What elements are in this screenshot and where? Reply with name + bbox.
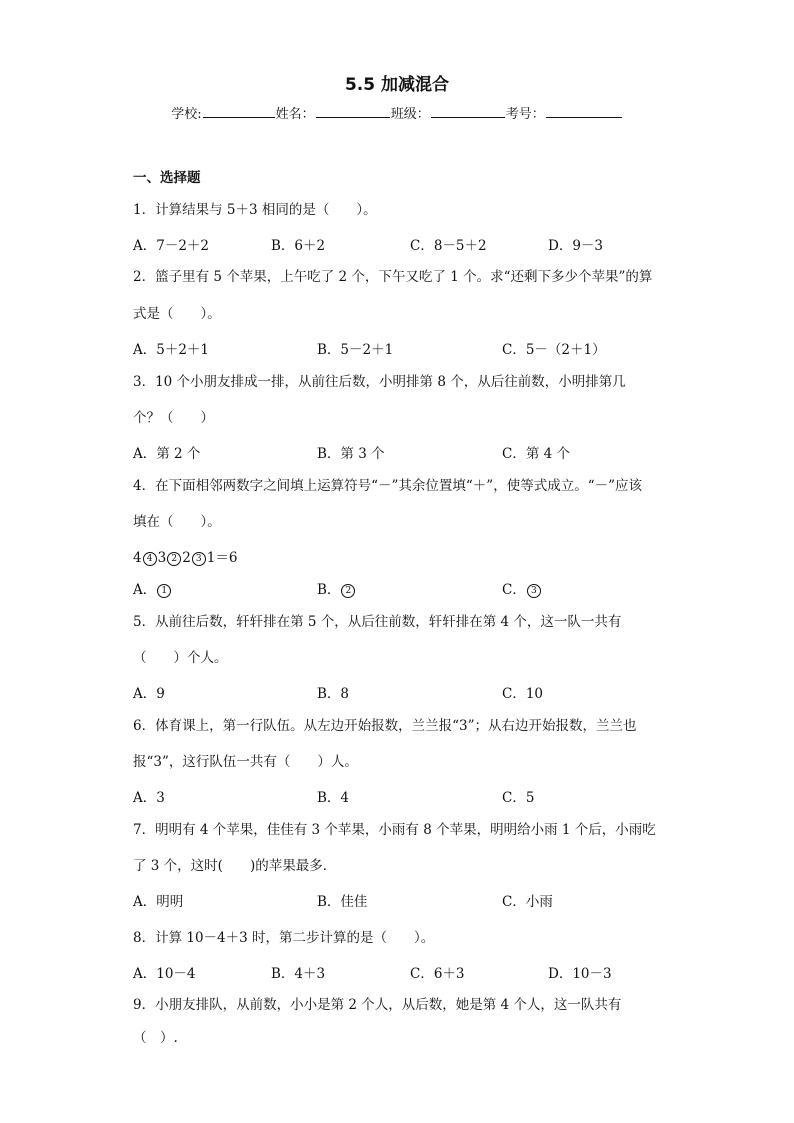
question-8-option-d[interactable]: D．10－3: [548, 966, 612, 982]
question-2-option-b[interactable]: B．5－2＋1: [317, 342, 394, 358]
question-1-option-c[interactable]: C．8－5＋2: [410, 238, 487, 254]
question-4-option-c[interactable]: C． 3: [502, 578, 542, 598]
section-heading: 一、选择题: [133, 170, 201, 186]
page-title: 5.5 加减混合: [344, 75, 450, 95]
question-6-option-a[interactable]: A．3: [133, 790, 165, 806]
circled-number-1: 1: [157, 584, 171, 598]
question-1-text: 1．计算结果与 5＋3 相同的是（ ）。: [133, 202, 377, 218]
question-4-equation: 4 4 3 2 2 3 1＝6: [133, 550, 238, 566]
class-label: 班级：: [390, 107, 430, 122]
name-blank[interactable]: [316, 105, 390, 118]
question-8-text: 8．计算 10－4＋3 时，第二步计算的是（ ）。: [133, 930, 435, 946]
class-blank[interactable]: [431, 105, 505, 118]
question-8-option-c[interactable]: C．6＋3: [410, 966, 465, 982]
question-8-option-b[interactable]: B．4＋3: [271, 966, 326, 982]
question-9-text-line-2: （ ）.: [133, 1030, 178, 1046]
question-7-option-a[interactable]: A．明明: [133, 894, 184, 910]
question-6-text-line-1: 6．体育课上，第一行队伍。从左边开始报数，兰兰报“3”；从右边开始报数，兰兰也: [133, 718, 637, 734]
question-3-option-a[interactable]: A．第 2 个: [133, 446, 201, 462]
student-info-line: [0, 103, 794, 122]
question-1-option-d[interactable]: D．9－3: [548, 238, 604, 254]
question-2-text-line-2: 式是（ ）。: [133, 306, 221, 322]
question-2-text-line-1: 2．篮子里有 5 个苹果，上午吃了 2 个，下午又吃了 1 个。求“还剩下多少个苹果”的算: [133, 269, 653, 285]
number-label: 考号：: [505, 107, 545, 122]
circled-number-3: 3: [192, 552, 206, 566]
question-3-text-line-2: 个？（ ）: [133, 410, 214, 426]
school-label: 学校:: [171, 107, 202, 122]
question-7-text-line-1: 7．明明有 4 个苹果，佳佳有 3 个苹果，小雨有 8 个苹果，明明给小雨 1 个后，小雨吃: [133, 822, 656, 838]
question-5-option-b[interactable]: B．8: [317, 686, 350, 702]
question-7-text-line-2: 了 3 个，这时( )的苹果最多．: [133, 858, 337, 874]
circled-number-2: 2: [167, 552, 181, 566]
question-5-option-a[interactable]: A．9: [133, 686, 165, 702]
question-3-text-line-1: 3．10 个小朋友排成一排，从前往后数，小明排第 8 个，从后往前数，小明排第几: [133, 374, 626, 390]
question-3-option-b[interactable]: B．第 3 个: [317, 446, 385, 462]
question-4-text-line-2: 填在（ ）。: [133, 514, 221, 530]
question-4-option-a[interactable]: A． 1: [133, 578, 172, 598]
question-6-option-b[interactable]: B．4: [317, 790, 350, 806]
question-2-option-c[interactable]: C．5－（2＋1）: [502, 342, 606, 358]
question-1-option-b[interactable]: B．6＋2: [271, 238, 326, 254]
question-5-option-c[interactable]: C．10: [502, 686, 544, 702]
question-1-option-a[interactable]: A．7－2＋2: [133, 238, 210, 254]
question-5-text-line-1: 5．从前往后数，轩轩排在第 5 个，从后往前数，轩轩排在第 4 个，这一队一共有: [133, 614, 622, 630]
question-7-option-c[interactable]: C．小雨: [502, 894, 553, 910]
school-blank[interactable]: [203, 105, 275, 118]
name-label: 姓名：: [275, 107, 315, 122]
question-8-option-a[interactable]: A．10－4: [133, 966, 196, 982]
question-3-option-c[interactable]: C．第 4 个: [502, 446, 571, 462]
question-2-option-a[interactable]: A．5＋2＋1: [133, 342, 210, 358]
question-9-text-line-1: 9．小朋友排队，从前数，小小是第 2 个人，从后数，她是第 4 个人，这一队共有: [133, 997, 622, 1013]
question-4-option-b[interactable]: B． 2: [317, 578, 356, 598]
question-5-text-line-2: （ ）个人。: [133, 650, 228, 666]
circled-number-3: 3: [527, 584, 541, 598]
circled-number-4: 4: [143, 552, 157, 566]
question-4-text-line-1: 4．在下面相邻两数字之间填上运算符号“－”其余位置填“＋”，使等式成立。“－”应该: [133, 478, 642, 494]
number-blank[interactable]: [546, 105, 622, 118]
question-6-option-c[interactable]: C．5: [502, 790, 535, 806]
question-6-text-line-2: 报“3”，这行队伍一共有（ ）人。: [133, 754, 358, 770]
question-7-option-b[interactable]: B．佳佳: [317, 894, 368, 910]
circled-number-2: 2: [341, 584, 355, 598]
